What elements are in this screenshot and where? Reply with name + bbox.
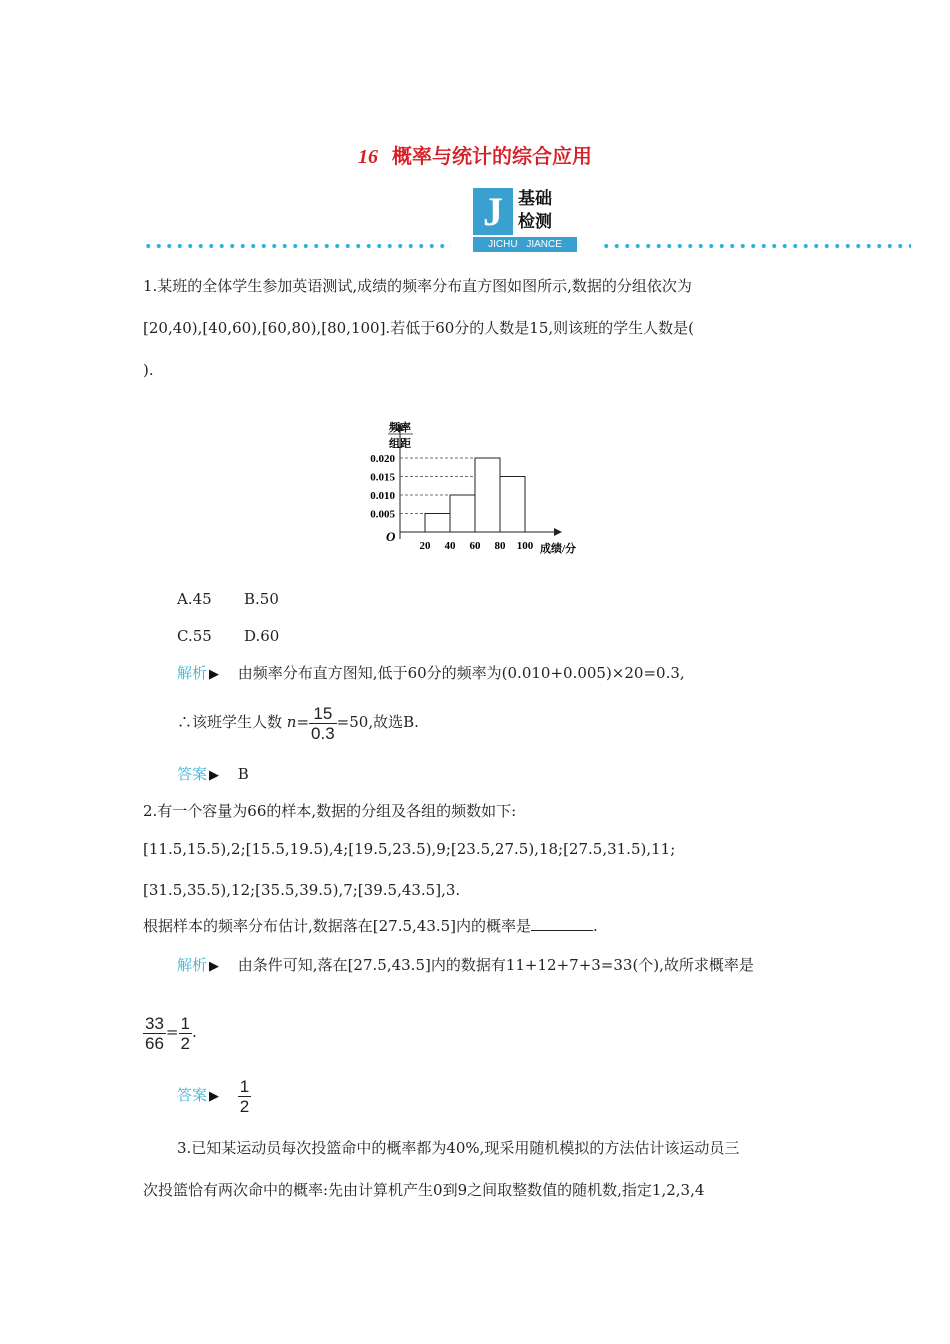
q1-answer-value: B — [237, 765, 249, 783]
triangle-right-icon: ▶ — [209, 1089, 220, 1104]
answer-tag: 答案 — [177, 1086, 208, 1104]
q2-line4 — [143, 916, 598, 936]
fraction-numerator: 1 — [239, 1076, 250, 1096]
dotted-divider-left — [143, 244, 451, 248]
x-tick-label: 40 — [444, 540, 456, 552]
y-tick-label: 0.005 — [370, 508, 395, 521]
fraction-denominator: 2 — [239, 1096, 250, 1116]
analysis-tag: 解析 — [177, 664, 208, 682]
y-tick-label: 0.015 — [370, 471, 395, 484]
section-title: 概率与统计的综合应用 — [392, 144, 592, 168]
fraction-numerator: 33 — [145, 1013, 164, 1033]
equals-sign: = — [165, 1023, 179, 1041]
fraction-numerator: 1 — [180, 1013, 190, 1033]
histogram-bar — [475, 458, 500, 532]
fraction-denominator: 2 — [180, 1033, 190, 1053]
q1-line2: [20,40),[40,60),[60,80),[80,100].若低于60分的人数是15,则该班的学生人数是( — [143, 319, 694, 337]
fraction-denominator: 0.3 — [311, 723, 335, 743]
y-tick-label: 0.010 — [370, 490, 395, 502]
q2-answer — [177, 1073, 251, 1119]
q2-line4-text: 根据样本的频率分布估计,数据落在[27.5,43.5]内的概率是 — [143, 917, 532, 935]
q2-line1: 2.有一个容量为66的样本,数据的分组及各组的频数如下: — [143, 802, 517, 820]
triangle-right-icon: ▶ — [209, 959, 220, 974]
triangle-right-icon: ▶ — [209, 667, 220, 682]
q1-analysis-line2 — [177, 700, 419, 744]
fraction-1-over-2 — [179, 1014, 192, 1053]
section-number: 16 — [358, 146, 378, 168]
badge-line2: 检测 — [518, 212, 552, 232]
fraction-denominator: 66 — [145, 1033, 164, 1053]
q2-line2: [11.5,15.5),2;[15.5,19.5),4;[19.5,23.5),9;[23.5,27.5),18;[27.5,31.5),11; — [143, 840, 676, 858]
histogram-bar — [450, 495, 475, 532]
option-d: D.60 — [244, 627, 280, 645]
y-label-top: 频率 — [389, 422, 411, 434]
option-c: C.55 — [177, 627, 212, 645]
q3-line2: 次投篮恰有两次命中的概率:先由计算机产生0到9之间取整数值的随机数,指定1,2,3,4 — [143, 1181, 705, 1199]
therefore-text: ∴该班学生人数 — [177, 713, 287, 731]
x-tick-label: 20 — [419, 540, 431, 552]
q2-analysis — [177, 955, 754, 977]
q2-line4-end: . — [593, 917, 598, 935]
answer-blank — [531, 916, 593, 931]
analysis-tag: 解析 — [177, 956, 208, 974]
histogram-bar — [425, 514, 450, 533]
q2-analysis-text: 由条件可知,落在[27.5,43.5]内的数据有11+12+7+3=33(个),故所求概率是 — [237, 956, 754, 974]
option-a: A.45 — [177, 590, 212, 608]
badge-pinyin: JICHU JIANCE — [473, 237, 577, 252]
page-title — [0, 140, 950, 169]
q1-analysis — [177, 663, 685, 685]
answer-fraction — [238, 1077, 251, 1116]
histogram-chart — [355, 418, 605, 558]
x-tick-label: 60 — [469, 540, 481, 552]
fraction-15-over-0.3 — [309, 704, 337, 743]
q1-answer — [177, 764, 249, 786]
y-label-bottom: 组距 — [389, 438, 411, 450]
q3-line1: 3.已知某运动员每次投篮命中的概率都为40%,现采用随机模拟的方法估计该运动员三 — [177, 1139, 740, 1157]
fraction-numerator: 15 — [313, 703, 333, 723]
histogram-bar — [500, 477, 525, 533]
x-tick-label: 80 — [494, 540, 506, 552]
q1-line1: 1.某班的全体学生参加英语测试,成绩的频率分布直方图如图所示,数据的分组依次为 — [143, 277, 692, 295]
option-b: B.50 — [244, 590, 279, 608]
answer-tag: 答案 — [177, 765, 208, 783]
y-tick-label: 0.020 — [370, 453, 395, 465]
x-tick-label: 100 — [516, 540, 534, 552]
equals-sign: = — [296, 713, 310, 731]
fraction-33-over-66 — [143, 1014, 166, 1053]
q1-line3: ). — [143, 361, 154, 379]
q1-analysis-text: 由频率分布直方图知,低于60分的频率为(0.010+0.005)×20=0.3, — [237, 664, 685, 682]
triangle-right-icon: ▶ — [209, 768, 220, 783]
dotted-divider-right — [601, 244, 911, 248]
q2-line3: [31.5,35.5),12;[35.5,39.5),7;[39.5,43.5],3. — [143, 881, 461, 899]
period: . — [191, 1023, 197, 1041]
origin-label: O — [386, 529, 396, 544]
x-axis-label: 成绩/分 — [540, 543, 577, 555]
badge-letter: J — [473, 188, 513, 235]
badge-title — [518, 188, 552, 234]
variable-n: n — [286, 713, 297, 731]
q2-analysis-fraction — [143, 1010, 197, 1054]
badge-line1: 基础 — [518, 189, 552, 209]
q1-result: =50,故选B. — [336, 713, 419, 731]
